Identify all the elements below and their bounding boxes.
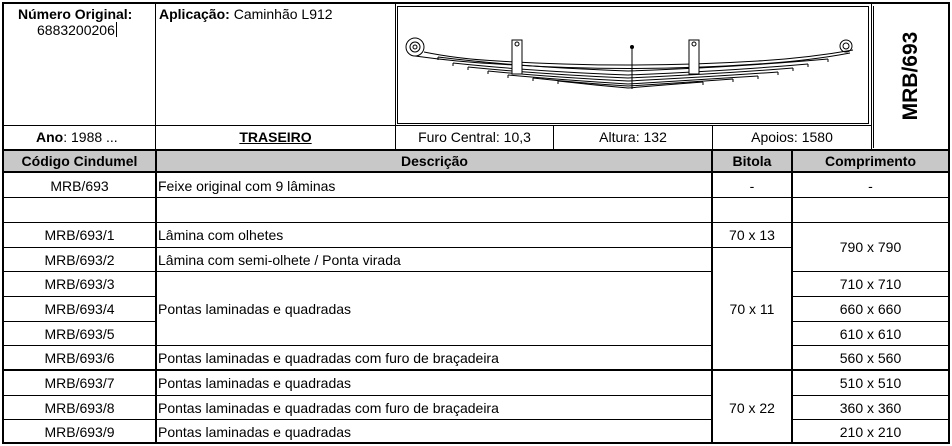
table-row-code: MRB/693/4 xyxy=(44,301,115,317)
divider xyxy=(155,151,157,442)
vertical-code-title: MRB/693 xyxy=(899,31,922,121)
divider xyxy=(395,4,396,126)
table-row-description: Pontas laminadas e quadradas xyxy=(158,424,352,440)
table-row-code: MRB/693/2 xyxy=(44,252,115,268)
table-row-code: MRB/693/5 xyxy=(44,326,115,342)
original-number-value: 6883200206 xyxy=(37,22,115,38)
length-value: 660 x 660 xyxy=(839,301,902,317)
table-row-description: Lâmina com olhetes xyxy=(158,227,284,243)
table-row-code: MRB/693/3 xyxy=(44,276,115,292)
length-value: 710 x 710 xyxy=(839,276,902,292)
position-label: TRASEIRO xyxy=(239,129,312,145)
table-row-description: Pontas laminadas e quadradas com furo de braçadeira xyxy=(158,350,499,366)
table-row-code: MRB/693/6 xyxy=(44,350,115,366)
gauge-value: - xyxy=(749,178,755,194)
table-row-description: Pontas laminadas e quadradas xyxy=(158,375,352,391)
table-row-code: MRB/693/1 xyxy=(44,227,115,243)
length-value: 790 x 790 xyxy=(839,239,902,255)
gauge-value: 70 x 22 xyxy=(729,400,775,416)
table-row-code: MRB/693/8 xyxy=(44,400,115,416)
text-cursor xyxy=(116,22,117,37)
year: Ano: 1988 ... xyxy=(36,129,118,145)
table-row-code: MRB/693 xyxy=(50,178,109,194)
divider xyxy=(4,125,871,126)
length-value: - xyxy=(868,178,873,194)
application: Aplicação: Caminhão L912 xyxy=(159,6,333,22)
table-row-code: MRB/693/7 xyxy=(44,375,115,391)
center-hole: Furo Central: 10,3 xyxy=(418,129,531,145)
gauge-value: 70 x 13 xyxy=(729,227,775,243)
table-row-description: Feixe original com 9 lâminas xyxy=(158,178,336,194)
length-value: 210 x 210 xyxy=(839,424,902,440)
gauge-value: 70 x 11 xyxy=(729,301,775,317)
divider xyxy=(4,171,948,173)
length-value: 560 x 560 xyxy=(839,350,902,366)
length-value: 360 x 360 xyxy=(839,400,902,416)
table-row-code: MRB/693/9 xyxy=(44,424,115,440)
table-row-description: Pontas laminadas e quadradas com furo de braçadeira xyxy=(158,400,499,416)
leaf-spring-drawing-icon xyxy=(398,7,868,123)
length-value: 510 x 510 xyxy=(839,375,902,391)
table-row-description: Lâmina com semi-olhete / Ponta virada xyxy=(158,252,401,268)
divider xyxy=(713,247,791,248)
column-header-description: Descrição xyxy=(401,153,468,169)
table-row-description: Pontas laminadas e quadradas xyxy=(158,301,352,317)
length-value: 610 x 610 xyxy=(839,326,902,342)
column-header-length: Comprimento xyxy=(825,153,916,169)
original-number: Número Original: xyxy=(18,6,133,22)
divider xyxy=(871,4,872,150)
column-header-gauge: Bitola xyxy=(732,153,772,169)
column-header-code: Código Cindumel xyxy=(21,153,138,169)
supports: Apoios: 1580 xyxy=(751,129,833,145)
height: Altura: 132 xyxy=(599,129,667,145)
